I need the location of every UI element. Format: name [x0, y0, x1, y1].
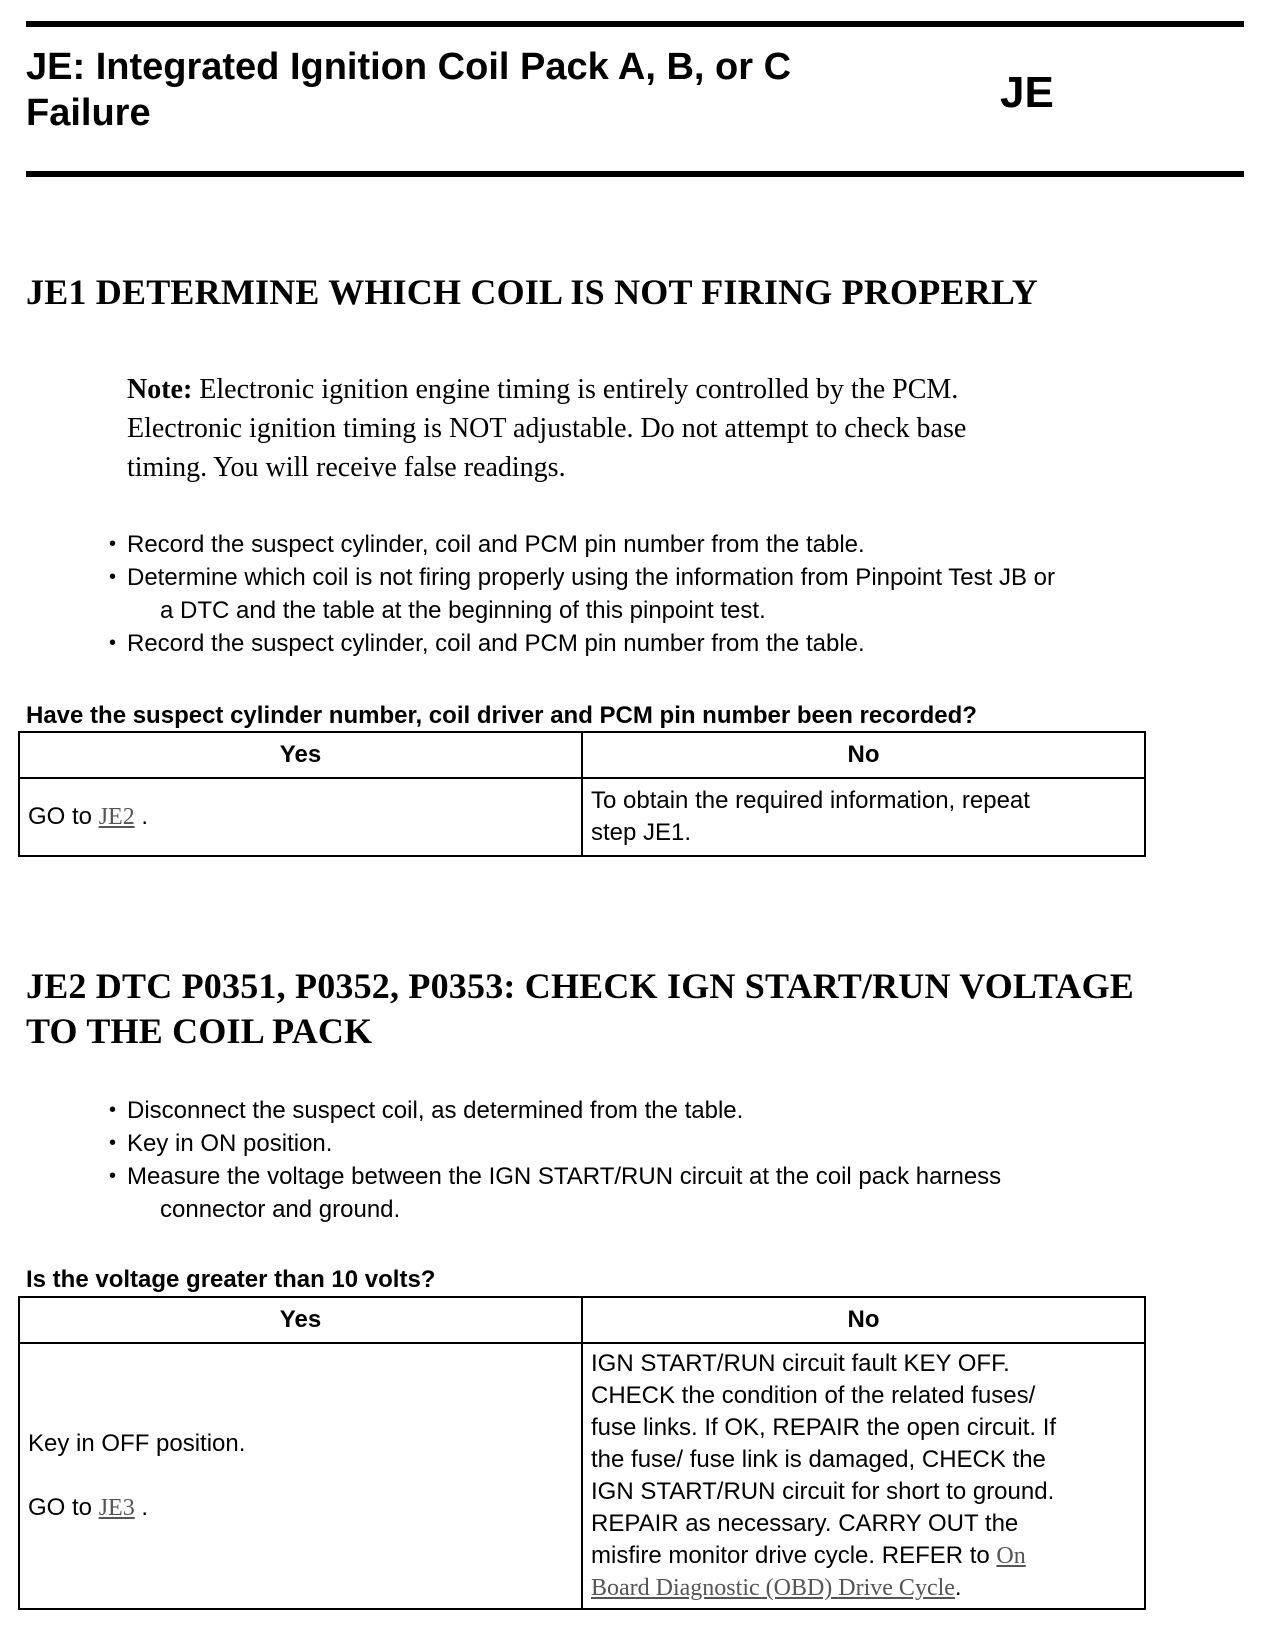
- list-item-continuation: a DTC and the table at the beginning of this pinpoint test.: [160, 597, 766, 624]
- note-line-3: timing. You will receive false readings.: [127, 452, 566, 483]
- je2-title-line-2: TO THE COIL PACK: [26, 1011, 373, 1051]
- je2-title-line-1: JE2 DTC P0351, P0352, P0353: CHECK IGN START/RUN VOLTAGE: [26, 966, 1134, 1006]
- no-header: No: [582, 1297, 1145, 1343]
- note-line-1: Electronic ignition engine timing is entirely controlled by the PCM.: [192, 374, 959, 405]
- list-item: • Record the suspect cylinder, coil and PCM pin number from the table.: [106, 627, 1246, 660]
- je1-bullet-list: [106, 528, 1246, 660]
- je1-question: Have the suspect cylinder number, coil driver and PCM pin number been recorded?: [26, 702, 977, 729]
- je2-bullet-list: [106, 1094, 1246, 1226]
- page-title-line-2: Failure: [26, 92, 151, 134]
- je2-title: [26, 964, 1134, 1054]
- je2-decision-table: [18, 1296, 1146, 1610]
- note-line-2: Electronic ignition timing is NOT adjustable. Do not attempt to check base: [127, 413, 967, 444]
- yes-cell: Key in OFF position. GO to JE3 .: [19, 1343, 582, 1609]
- no-cell: To obtain the required information, repeat step JE1.: [582, 778, 1145, 856]
- je1-note: [127, 370, 1147, 487]
- page-title-line-1: JE: Integrated Ignition Coil Pack A, B, or C: [26, 46, 792, 88]
- header-bottom-rule: [26, 171, 1244, 177]
- bullet-icon: •: [109, 632, 117, 654]
- link-obd-drive-cycle[interactable]: On: [996, 1543, 1026, 1569]
- yes-header: Yes: [19, 1297, 582, 1343]
- link-je3[interactable]: JE3: [98, 1495, 135, 1521]
- no-header: No: [582, 732, 1145, 778]
- bullet-icon: •: [109, 1132, 117, 1154]
- list-item: • Measure the voltage between the IGN START/RUN circuit at the coil pack harness connector and ground.: [106, 1160, 1246, 1226]
- no-cell: IGN START/RUN circuit fault KEY OFF. CHECK the condition of the related fuses/ fuse links. If OK, REPAIR the open circuit. If the fuse/ fuse link is damaged, CHECK the IGN START/RUN circuit for short to ground. REPAIR as necessary. CARRY OUT the misfire monitor drive cycle. REFER to On Board Diagnostic (OBD) Drive Cycle.: [582, 1343, 1145, 1609]
- je1-decision-table: [18, 731, 1146, 857]
- bullet-icon: •: [109, 1165, 117, 1187]
- header-top-rule: [26, 21, 1244, 27]
- yes-cell: GO to JE2 .: [19, 778, 582, 856]
- list-item: • Disconnect the suspect coil, as determined from the table.: [106, 1094, 1246, 1127]
- link-je2[interactable]: JE2: [98, 804, 135, 830]
- je1-title: JE1 DETERMINE WHICH COIL IS NOT FIRING PROPERLY: [26, 272, 1038, 312]
- bullet-icon: •: [109, 566, 117, 588]
- list-item: • Key in ON position.: [106, 1127, 1246, 1160]
- list-item: • Determine which coil is not firing properly using the information from Pinpoint Test JB or a DTC and the table at the beginning of this pinpoint test.: [106, 561, 1246, 627]
- page-title: [26, 44, 926, 136]
- list-item: • Record the suspect cylinder, coil and PCM pin number from the table.: [106, 528, 1246, 561]
- je2-question: Is the voltage greater than 10 volts?: [26, 1266, 436, 1293]
- link-obd-drive-cycle-cont[interactable]: Board Diagnostic (OBD) Drive Cycle: [591, 1575, 955, 1601]
- yes-header: Yes: [19, 732, 582, 778]
- bullet-icon: •: [109, 533, 117, 555]
- bullet-icon: •: [109, 1099, 117, 1121]
- note-label: Note:: [127, 374, 193, 405]
- page-code: JE: [1000, 68, 1054, 117]
- list-item-continuation: connector and ground.: [160, 1196, 401, 1223]
